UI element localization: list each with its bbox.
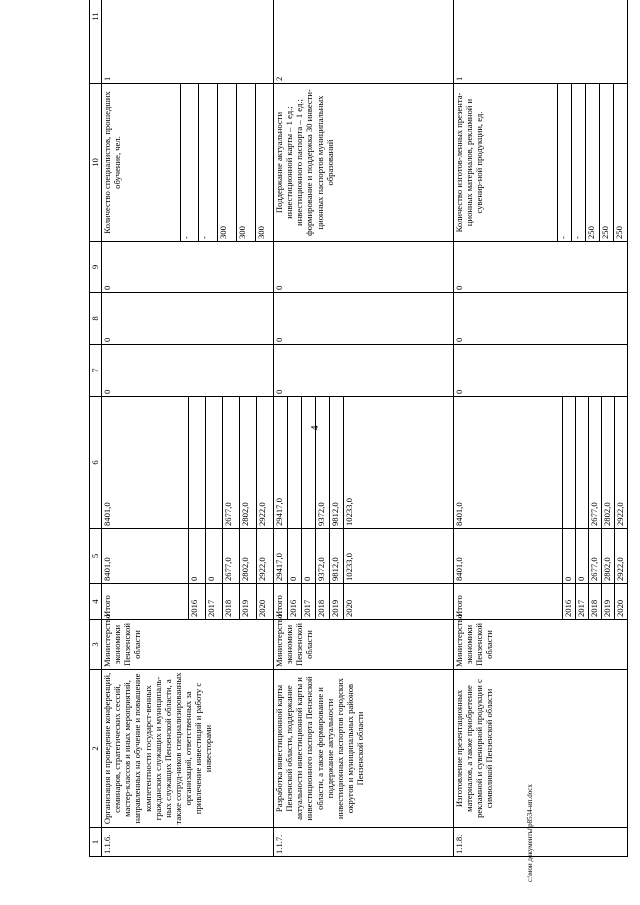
executor: Министерство экономики Пензенской области bbox=[454, 620, 628, 670]
value-cell: 2922,0 bbox=[615, 502, 625, 526]
table-row bbox=[454, 0, 628, 857]
value-cell: 2677,0 bbox=[589, 529, 602, 583]
indicator-title: Количество изготов-ленных презента-ционных материалов, рекламной и сувенир-ной продукции, ед. bbox=[454, 84, 558, 241]
year-cell: 2019 bbox=[602, 584, 615, 619]
value-col11: 1 bbox=[102, 0, 274, 84]
value-cell: 8401,0 bbox=[454, 529, 563, 583]
years-list bbox=[274, 584, 453, 619]
value-col7: 0 bbox=[102, 345, 274, 397]
year-cell: 2016 bbox=[189, 584, 206, 619]
indicator-value: 300 bbox=[236, 84, 255, 241]
executor: Министерство экономики Пензенской области bbox=[274, 620, 454, 670]
table-row bbox=[274, 0, 454, 857]
indicator-value: 250 bbox=[600, 84, 614, 241]
year-cell: 2016 bbox=[288, 584, 302, 619]
indicator-value: - bbox=[558, 84, 572, 241]
value-cell: 9372,0 bbox=[316, 529, 330, 583]
value-cell: 2802,0 bbox=[240, 529, 257, 583]
header-cell: 3 bbox=[90, 620, 102, 670]
value-cell bbox=[563, 397, 576, 528]
footer-file-path: c:\мои документы\p8534-ип.docx bbox=[526, 784, 534, 882]
value-col11: 2 bbox=[274, 0, 454, 84]
header-cell: 11 bbox=[90, 0, 102, 84]
value-cell: 2922,0 bbox=[257, 557, 268, 581]
indicator-value: 250 bbox=[586, 84, 600, 241]
value-col7: 0 bbox=[454, 345, 628, 397]
value-col9: 0 bbox=[102, 242, 274, 293]
indicator-list bbox=[454, 84, 627, 241]
value-cell: 2922,0 bbox=[615, 557, 625, 581]
header-row bbox=[90, 0, 102, 857]
value-cell: 8401,0 bbox=[102, 397, 189, 528]
indicator-value: 300 bbox=[255, 226, 266, 239]
indicator-title: Поддержание актуальности инвестиционной карты – 1 ед.; инвестиционного паспорта – 1 ед.; формирование и поддержка 30 инвести-ционных паспортов муниципальных образований bbox=[274, 84, 454, 242]
table-row bbox=[102, 0, 274, 857]
value-cell: 2677,0 bbox=[589, 397, 602, 528]
value-col7: 0 bbox=[274, 345, 454, 397]
value-cell bbox=[288, 397, 302, 528]
value-cell bbox=[206, 397, 223, 528]
value-cell: 29417,0 bbox=[274, 529, 288, 583]
value-cell: 2802,0 bbox=[240, 397, 257, 528]
value-cell: 0 bbox=[302, 529, 316, 583]
year-cell: 2019 bbox=[240, 584, 257, 619]
values-col6 bbox=[454, 397, 627, 528]
year-cell: 2018 bbox=[589, 584, 602, 619]
indicator-value: 250 bbox=[614, 226, 625, 239]
values-col6 bbox=[102, 397, 273, 528]
header-cell: 2 bbox=[90, 670, 102, 828]
years-list bbox=[454, 584, 627, 619]
row-number: 1.1.6. bbox=[102, 828, 274, 857]
header-cell: 1 bbox=[90, 828, 102, 857]
indicator-value: - bbox=[180, 84, 199, 241]
activity-description: Организация и проведение конференций, семинаров, стратегических сессий, мастер-классов и иных мероприятий, направленных на обучение и повышение компетентности государст-венных гражданских служащих и муниципаль-ных служащих Пензенской области, а также сотруд-ников специализированных организаций, ответственных за привлечение инвестиций и работу с инвесторами bbox=[102, 670, 274, 828]
value-col8: 0 bbox=[274, 293, 454, 345]
year-cell: 2017 bbox=[576, 584, 589, 619]
value-cell: 2677,0 bbox=[223, 397, 240, 528]
row-number: 1.1.7. bbox=[274, 828, 454, 857]
value-cell: 2922,0 bbox=[257, 502, 268, 526]
year-cell: 2017 bbox=[206, 584, 223, 619]
value-col9: 0 bbox=[274, 242, 454, 293]
indicator-list bbox=[102, 84, 273, 241]
activity-description: Разработка инвестиционной карты Пензенской области, поддержание актуальности инвестиционной карты и инвестиционного паспорта Пензенской области, а также формирование и поддержание актуальности инвестиционных паспортов городских округов и муниципальных районов Пензенской области bbox=[274, 670, 454, 828]
value-cell: 10233,0 bbox=[344, 553, 355, 581]
value-cell bbox=[189, 397, 206, 528]
value-cell: 9812,0 bbox=[330, 397, 344, 528]
header-cell: 6 bbox=[90, 397, 102, 529]
value-cell: 29417,0 bbox=[274, 397, 288, 528]
year-cell: 2020 bbox=[257, 599, 268, 617]
values-col5 bbox=[102, 529, 273, 583]
header-cell: 10 bbox=[90, 84, 102, 242]
indicator-value: 300 bbox=[218, 84, 237, 241]
value-cell: 10233,0 bbox=[344, 498, 355, 526]
year-cell: Итого bbox=[102, 584, 189, 619]
values-col5 bbox=[454, 529, 627, 583]
header-cell: 5 bbox=[90, 529, 102, 584]
value-col8: 0 bbox=[102, 293, 274, 345]
value-col9: 0 bbox=[454, 242, 628, 293]
value-cell: 2802,0 bbox=[602, 397, 615, 528]
indicator-title: Количество специалистов, прошедших обучение, чел. bbox=[102, 84, 180, 241]
year-cell: 2018 bbox=[223, 584, 240, 619]
values-col5 bbox=[274, 529, 453, 583]
header-cell: 4 bbox=[90, 584, 102, 620]
header-cell: 7 bbox=[90, 345, 102, 397]
value-cell: 0 bbox=[576, 529, 589, 583]
years-list bbox=[102, 584, 273, 619]
page-number: 4 bbox=[310, 425, 321, 431]
year-cell: Итого bbox=[274, 584, 288, 619]
year-cell: 2018 bbox=[316, 584, 330, 619]
values-col6 bbox=[274, 397, 453, 528]
value-cell: 9812,0 bbox=[330, 529, 344, 583]
row-number: 1.1.8. bbox=[454, 828, 628, 857]
value-cell: 0 bbox=[563, 529, 576, 583]
executor: Министерство экономики Пензенской области bbox=[102, 620, 274, 670]
header-cell: 8 bbox=[90, 293, 102, 345]
value-cell bbox=[302, 397, 316, 528]
year-cell: 2017 bbox=[302, 584, 316, 619]
document-table-rotated bbox=[89, 0, 625, 857]
value-cell: 2677,0 bbox=[223, 529, 240, 583]
value-cell bbox=[576, 397, 589, 528]
indicator-value: - bbox=[572, 84, 586, 241]
value-col11: 1 bbox=[454, 0, 628, 84]
activities-table bbox=[89, 0, 628, 857]
indicator-value: - bbox=[199, 84, 218, 241]
value-cell: 0 bbox=[189, 529, 206, 583]
year-cell: 2016 bbox=[563, 584, 576, 619]
year-cell: 2020 bbox=[615, 599, 625, 617]
value-cell: 0 bbox=[288, 529, 302, 583]
year-cell: 2019 bbox=[330, 584, 344, 619]
value-cell: 2802,0 bbox=[602, 529, 615, 583]
header-cell: 9 bbox=[90, 242, 102, 293]
activity-description: Изготовление презентационных материалов, а также приобретение рекламной и сувенирной продукции с символикой Пензенской области bbox=[454, 670, 628, 828]
value-cell: 9372,0 bbox=[316, 397, 330, 528]
year-cell: 2020 bbox=[344, 599, 355, 617]
value-col8: 0 bbox=[454, 293, 628, 345]
value-cell: 8401,0 bbox=[102, 529, 189, 583]
value-cell: 8401,0 bbox=[454, 397, 563, 528]
value-cell: 0 bbox=[206, 529, 223, 583]
year-cell: Итого bbox=[454, 584, 563, 619]
